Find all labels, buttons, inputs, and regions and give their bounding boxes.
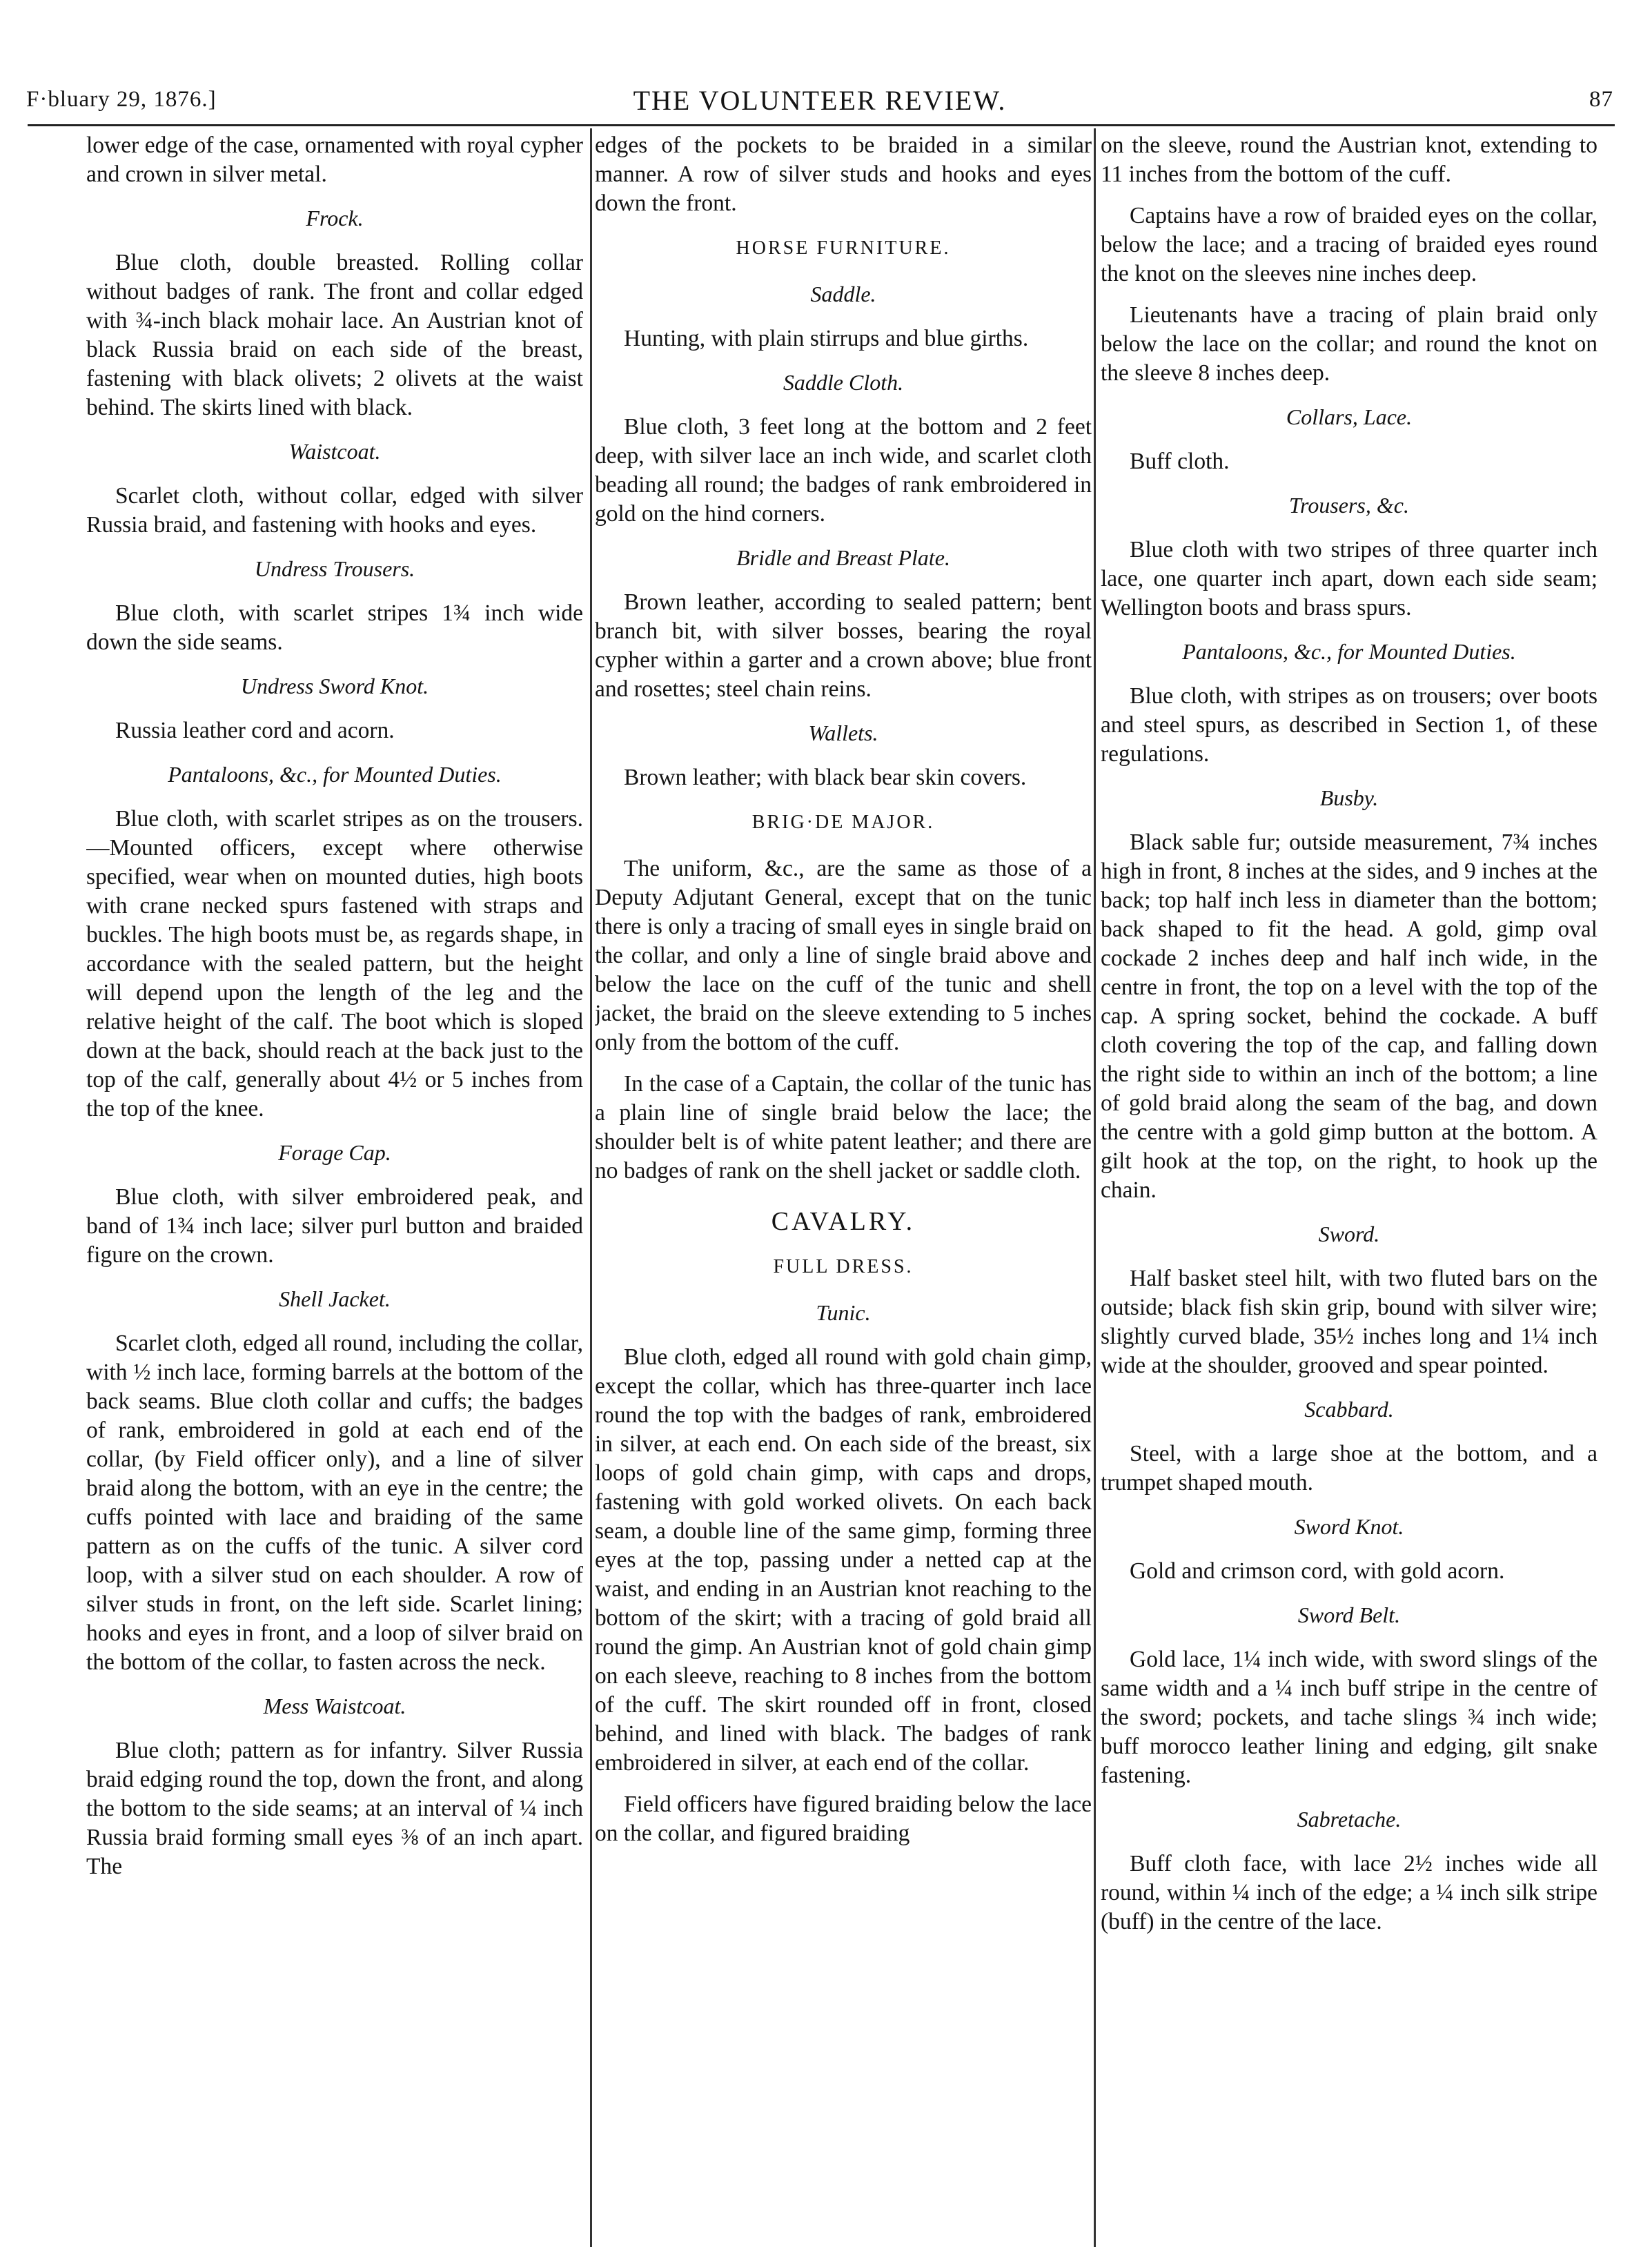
section-heading: Forage Cap. [278,1140,391,1165]
column-divider-2 [1094,128,1096,2247]
section-heading: Saddle. [810,282,876,306]
paragraph: Blue cloth, 3 feet long at the bottom and 2 feet deep, with silver lace an inch wide, and scarlet cloth beading all round; the badges of rank embroidered in gold on the hind corners. [595,414,1092,527]
section-heading: Mess Waistcoat. [263,1694,406,1718]
column-divider-1 [590,128,592,2247]
section-heading: Wallets. [808,720,878,745]
paragraph: Steel, with a large shoe at the bottom, and a trumpet shaped mouth. [1101,1441,1597,1495]
section-heading: Collars, Lace. [1286,404,1413,429]
paragraph: Scarlet cloth, without collar, edged with silver Russia braid, and fastening with hooks and eyes. [86,483,583,538]
paragraph: Field officers have figured braiding below the lace on the collar, and figured braiding [595,1792,1092,1846]
paragraph: Blue cloth, double breasted. Rolling collar without badges of rank. The front and collar edged with ¾-inch black mohair lace. An Austrian knot of black Russia braid on each side of the breast, fastening with black olivets; 2 olivets at the waist behind. The skirts lined with black. [86,250,583,420]
paragraph: In the case of a Captain, the collar of the tunic has a plain line of single braid below the lace; the shoulder belt is of white patent leather; and there are no badges of rank on the shell jacket or saddle cloth. [595,1071,1092,1184]
section-heading: Pantaloons, &c., for Mounted Duties. [1182,639,1516,664]
section-title: FULL DRESS. [773,1256,914,1277]
paragraph: Brown leather, according to sealed pattern; bent branch bit, with silver bosses, bearing the royal cypher within a garter and a crown above; blue front and rosettes; steel chain reins. [595,589,1092,702]
paragraph: Hunting, with plain stirrups and blue girths. [624,326,1029,351]
paragraph: Blue cloth, with silver embroidered peak, and band of 1¾ inch lace; silver purl button and braided figure on the crown. [86,1184,583,1268]
paragraph: Blue cloth, edged all round with gold chain gimp, except the collar, which has three-quarter inch lace round the top with the badges of rank, embroidered in silver, at each end. On each side of the breast, six loops of gold chain gimp, with caps and drops, fastening with gold worked olivets. On each back seam, a double line of the same gimp, forming three eyes at the top, passing under a netted cap at the waist, and ending in an Austrian knot reaching to the bottom of the skirt; with a tracing of gold braid all round the gimp. An Austrian knot of gold chain gimp on each sleeve, reaching to 8 inches from the bottom of the cuff. The skirt rounded off in front, closed behind, and lined with black. The badges of rank embroidered in silver, at each end of the collar. [595,1344,1092,1776]
section-heading: Bridle and Breast Plate. [736,545,950,570]
branch-title: CAVALRY. [771,1207,916,1236]
paragraph: Captains have a row of braided eyes on the collar, below the lace; and a tracing of braided eyes round the knot on the sleeves nine inches deep. [1101,203,1597,286]
paragraph: Russia leather cord and acorn. [115,718,395,743]
text-column-3 [1101,131,1597,2250]
section-heading: Sword Knot. [1294,1514,1404,1539]
paragraph: Blue cloth with two stripes of three quarter inch lace, one quarter inch apart, down each side seam; Wellington boots and brass spurs. [1101,537,1597,620]
paragraph: Blue cloth; pattern as for infantry. Silver Russia braid edging round the top, down the front, and along the bottom to the side seams; at an interval of ¼ inch Russia braid forming small eyes ⅜ of an inch apart. The [86,1738,583,1879]
paragraph: Blue cloth, with scarlet stripes 1¾ inch wide down the side seams. [86,600,583,655]
section-heading: Sword. [1318,1222,1380,1246]
text-column-2 [595,131,1092,2250]
issue-date: F·bluary 29, 1876.] [26,87,217,112]
page-header [26,81,1613,123]
section-heading: Tunic. [816,1300,871,1325]
paragraph: lower edge of the case, ornamented with royal cypher and crown in silver metal. [86,133,583,187]
section-heading: Frock. [306,206,364,230]
paragraph: Blue cloth, with scarlet stripes as on the trousers.—Mounted officers, except where otherwise specified, wear when on mounted duties, high boots with crane necked spurs fastened with straps and buckles. The high boots must be, as regards shape, in accordance with the sealed pattern, but the height will depend upon the length of the leg and the relative height of the calf. The boot which is sloped down at the back, should reach at the back just to the top of the calf, generally about 4½ or 5 inches from the top of the knee. [86,806,583,1121]
section-heading: Busby. [1319,785,1379,810]
text-column-1 [86,131,583,2250]
section-heading: Scabbard. [1304,1397,1394,1422]
section-title: BRIG·DE MAJOR. [751,812,935,833]
paragraph: Buff cloth. [1130,449,1230,474]
paragraph: The uniform, &c., are the same as those of a Deputy Adjutant General, except that on the tunic there is only a tracing of small eyes in single braid on the collar, and only a line of single braid above and below the lace on the cuff of the tunic and shell jacket, the braid on the sleeve extending to 5 inches only from the bottom of the cuff. [595,856,1092,1055]
paragraph: Buff cloth face, with lace 2½ inches wide all round, within ¼ inch of the edge; a ¼ inch silk stripe (buff) in the centre of the lace. [1101,1851,1597,1934]
paragraph: Blue cloth, with stripes as on trousers; over boots and steel spurs, as described in Section 1, of these regulations. [1101,683,1597,767]
paragraph: Brown leather; with black bear skin covers. [624,765,1027,790]
paragraph: Half basket steel hilt, with two fluted bars on the outside; black fish skin grip, bound with silver wire; slightly curved blade, 35½ inches long and 1¼ inch wide at the shoulder, grooved and spear pointed. [1101,1266,1597,1378]
paragraph: Scarlet cloth, edged all round, including the collar, with ½ inch lace, forming barrels at the bottom of the back seams. Blue cloth collar and cuffs; the badges of rank, embroidered in gold at each end of the collar, (by Field officer only), and a line of silver braid along the bottom, with an eye in the centre; the cuffs pointed with lace and braiding of the same pattern as on the cuffs of the tunic. A silver cord loop, with a silver stud on each shoulder. A row of silver studs in front, on the left side. Scarlet lining; hooks and eyes in front, and a loop of silver braid on the bottom of the collar, to fasten across the neck. [86,1331,583,1675]
section-heading: Undress Trousers. [254,556,415,581]
paragraph: Gold lace, 1¼ inch wide, with sword slings of the same width and a ¼ inch buff stripe in the centre of the sword; pockets, and tache slings ¾ inch wide; buff morocco leather lining and edging, gilt snake fastening. [1101,1647,1597,1788]
section-heading: Shell Jacket. [279,1286,391,1311]
section-heading: Saddle Cloth. [783,370,904,395]
header-rule [28,124,1615,126]
section-heading: Pantaloons, &c., for Mounted Duties. [168,762,502,787]
section-heading: Sabretache. [1297,1807,1402,1832]
section-heading: Waistcoat. [288,439,381,464]
section-heading: Trousers, &c. [1289,493,1409,518]
section-title: HORSE FURNITURE. [736,237,951,259]
section-heading: Undress Sword Knot. [240,674,429,698]
paragraph: edges of the pockets to be braided in a similar manner. A row of silver studs and hooks and eyes down the front. [595,133,1092,216]
publication-title: THE VOLUNTEER REVIEW. [633,85,1007,116]
paragraph: on the sleeve, round the Austrian knot, extending to 11 inches from the bottom of the cuff. [1101,133,1597,187]
paragraph: Gold and crimson cord, with gold acorn. [1130,1558,1505,1584]
paragraph: Black sable fur; outside measurement, 7¾ inches high in front, 8 inches at the sides, and 9 inches at the back; top half inch less in diameter than the bottom; back shaped to fit the head. A gold, gimp oval cockade 2 inches deep and half inch wide, in the centre in front, the top on a level with the top of the cap. A spring socket, behind the cockade. A buff cloth covering the top of the cap, and falling down the right side to within an inch of the bottom; a line of gold braid along the seam of the bag, and down the centre with a gold gimp button at the bottom. A gilt hook at the top, on the right, to hook up the chain. [1101,830,1597,1203]
section-heading: Sword Belt. [1297,1602,1401,1627]
page-number: 87 [1589,87,1613,112]
paragraph: Lieutenants have a tracing of plain braid only below the lace on the collar; and round the knot on the sleeve 8 inches deep. [1101,302,1597,386]
